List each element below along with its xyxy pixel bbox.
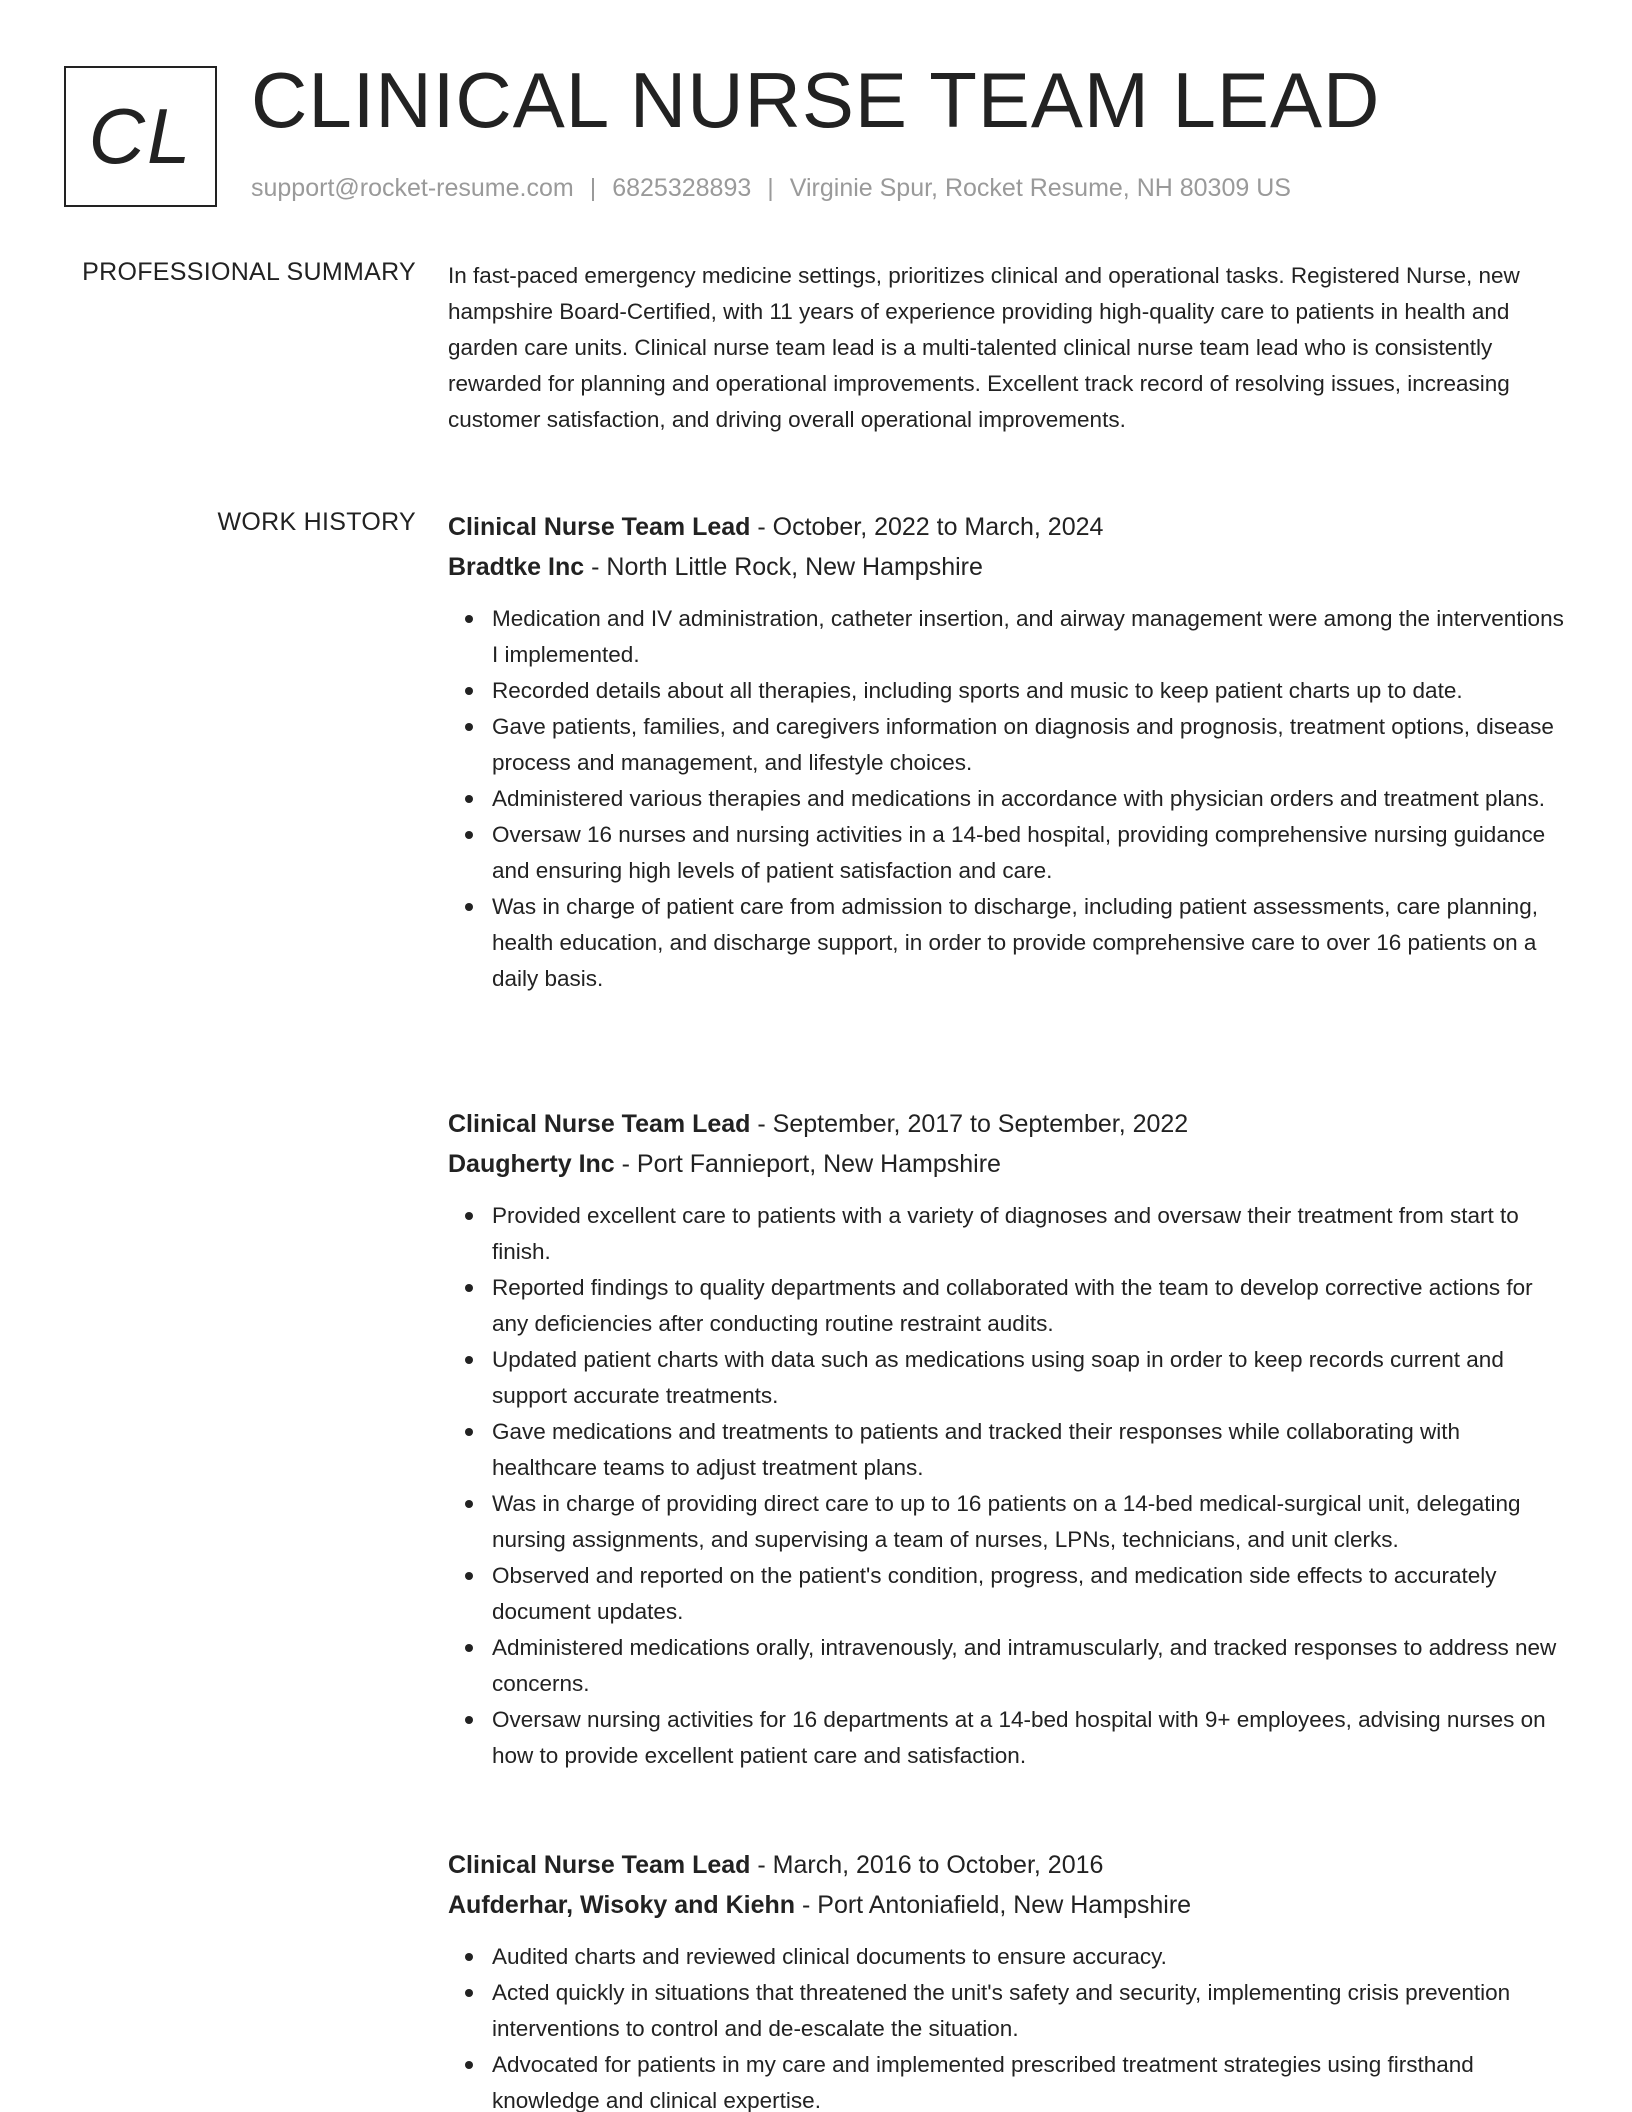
job-bullet: Was in charge of patient care from admission to discharge, including patient assessments, care planning, health education, and discharge support, in order to provide comprehensive care to over 16 patients on a daily basis. [492,889,1568,997]
job-title: Clinical Nurse Team Lead [448,1851,751,1879]
contact-email: support@rocket-resume.com [251,174,574,202]
section-label-work-history: WORK HISTORY [217,508,416,536]
job-bullets [448,601,1568,997]
job-bullet: Oversaw nursing activities for 16 departments at a 14-bed hospital with 9+ employees, advising nurses on how to provide excellent patient care and satisfaction. [492,1702,1568,1774]
job-company-line [448,1885,1568,1925]
contact-separator: | [767,174,774,202]
contact-address: Virginie Spur, Rocket Resume, NH 80309 US [789,174,1291,202]
job-bullets [448,1939,1568,2112]
job-company-line [448,1144,1568,1184]
job-bullet: Recorded details about all therapies, including sports and music to keep patient charts up to date. [492,673,1568,709]
job-entry [448,507,1568,997]
job-dates: - September, 2017 to September, 2022 [750,1110,1189,1138]
contact-phone: 6825328893 [612,174,752,202]
monogram-box [64,66,217,207]
contact-separator: | [589,174,597,202]
job-bullets [448,1198,1568,1774]
summary-section [448,258,1568,438]
job-location: - Port Antoniafield, New Hampshire [795,1891,1192,1919]
job-title: Clinical Nurse Team Lead [448,1110,751,1138]
job-bullet: Medication and IV administration, catheter insertion, and airway management were among the interventions I implemented. [492,601,1568,673]
job-title: Clinical Nurse Team Lead [448,513,751,541]
job-location: - Port Fannieport, New Hampshire [614,1150,1001,1178]
job-company-line [448,547,1568,587]
job-bullet: Audited charts and reviewed clinical documents to ensure accuracy. [492,1939,1568,1975]
job-bullet: Acted quickly in situations that threatened the unit's safety and security, implementing crisis prevention interventions to control and de-escalate the situation. [492,1975,1568,2047]
job-title-line [448,1845,1568,1885]
resume-title: CLINICAL NURSE TEAM LEAD [251,56,1381,144]
job-company: Daugherty Inc [448,1150,615,1178]
job-bullet: Updated patient charts with data such as medications using soap in order to keep records current and support accurate treatments. [492,1342,1568,1414]
section-label-summary: PROFESSIONAL SUMMARY [82,258,416,286]
job-title-line [448,1104,1568,1144]
job-location: - North Little Rock, New Hampshire [584,553,983,581]
contact-line [251,174,1291,203]
job-bullet: Observed and reported on the patient's condition, progress, and medication side effects to accurately document updates. [492,1558,1568,1630]
job-dates: - March, 2016 to October, 2016 [750,1851,1104,1879]
job-company: Bradtke Inc [448,553,585,581]
job-bullet: Oversaw 16 nurses and nursing activities in a 14-bed hospital, providing comprehensive nursing guidance and ensuring high levels of patient satisfaction and care. [492,817,1568,889]
job-entry [448,1104,1568,1774]
job-bullet: Advocated for patients in my care and implemented prescribed treatment strategies using firsthand knowledge and clinical expertise. [492,2047,1568,2112]
job-bullet: Reported findings to quality departments and collaborated with the team to develop corrective actions for any deficiencies after conducting routine restraint audits. [492,1270,1568,1342]
job-company: Aufderhar, Wisoky and Kiehn [448,1891,796,1919]
job-bullet: Gave medications and treatments to patients and tracked their responses while collaborating with healthcare teams to adjust treatment plans. [492,1414,1568,1486]
job-bullet: Was in charge of providing direct care to up to 16 patients on a 14-bed medical-surgical unit, delegating nursing assignments, and supervising a team of nurses, LPNs, technicians, and unit clerks. [492,1486,1568,1558]
job-dates: - October, 2022 to March, 2024 [750,513,1104,541]
job-title-line [448,507,1568,547]
job-bullet: Provided excellent care to patients with a variety of diagnoses and oversaw their treatment from start to finish. [492,1198,1568,1270]
job-bullet: Administered medications orally, intravenously, and intramuscularly, and tracked responses to address new concerns. [492,1630,1568,1702]
summary-text: In fast-paced emergency medicine settings, prioritizes clinical and operational tasks. Registered Nurse, new hampshire Board-Certified, with 11 years of experience providing high-quality care to patients in health and garden care units. Clinical nurse team lead is a multi-talented clinical nurse team lead who is consistently rewarded for planning and operational improvements. Excellent track record of resolving issues, increasing customer satisfaction, and driving overall operational improvements. [448,263,1520,432]
job-entry [448,1845,1568,2112]
job-bullet: Gave patients, families, and caregivers information on diagnosis and prognosis, treatment options, disease process and management, and lifestyle choices. [492,709,1568,781]
monogram-initials: CL [88,92,193,180]
job-bullet: Administered various therapies and medications in accordance with physician orders and treatment plans. [492,781,1568,817]
